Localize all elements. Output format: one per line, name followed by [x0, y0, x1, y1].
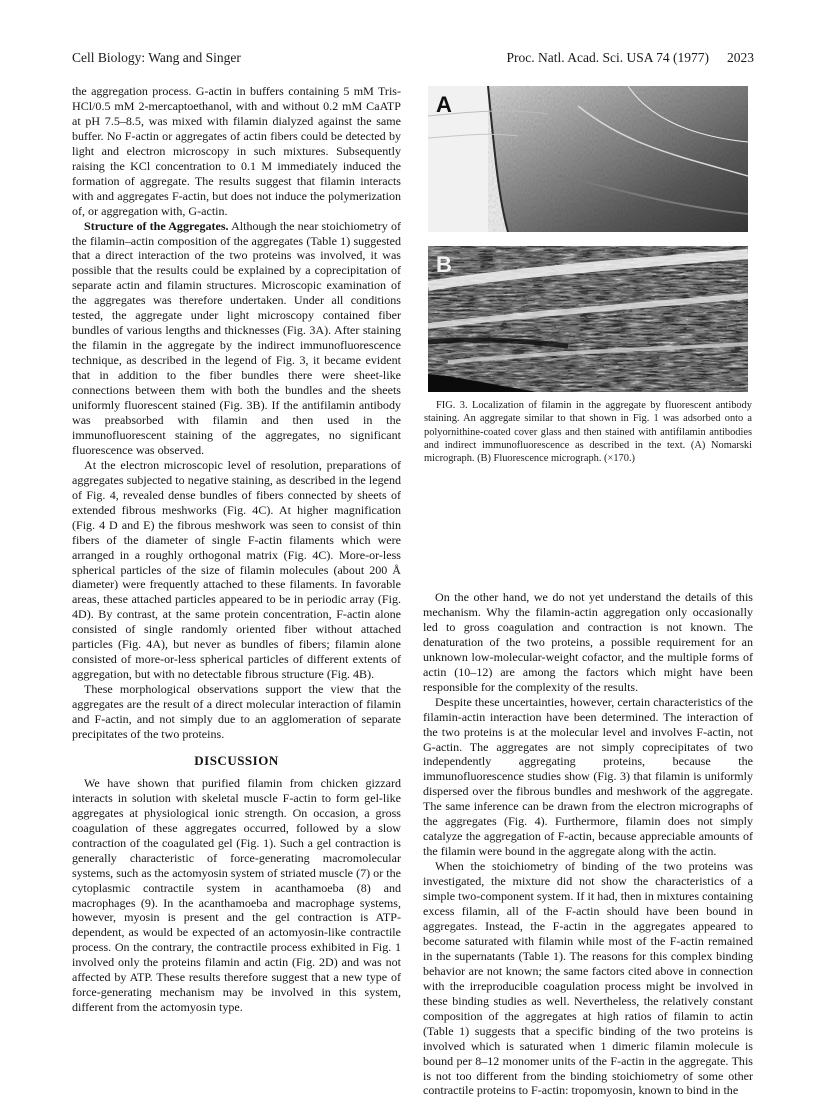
caption-text: FIG. 3. Localization of filamin in the aggregate by fluorescent antibody staining. An aggregate similar to that shown in Fig. 1 was adsorbed onto a polyornithine-coated cover glass and then stained with antifilamin antibodies and indirect immunofluorescence as described in the text. (A) Nomarski micrograph. (B) Fluorescence micrograph. (×170.) [424, 400, 752, 465]
panel-label: A [436, 92, 452, 117]
figure-caption [424, 399, 752, 465]
section-heading: DISCUSSION [194, 752, 279, 768]
paragraph: the aggregation process. G-actin in buffers containing 5 mM Tris-HCl/0.5 mM 2-mercaptoethanol, with and without 0.2 mM CaATP at pH 7.5–8.5, was mixed with filamin dialyzed against the same buffer. No F-actin or aggregates of actin fibers could be detected by light and electron microscopy in such mixtures. Subsequently raising the KCl concentration to 0.1 M immediately induced the formation of aggregate. The results suggest that filamin interacts with and aggregates F-actin, but does not induce the polymerization of, or aggregation with, G-actin. [72, 84, 401, 218]
paragraph: When the stoichiometry of binding of the two proteins was investigated, the mixture did not show the characteristics of a simple two-component system. If it had, then in mixtures containing excess filamin, all of the F-actin should have been bound in aggregates. Instead, the F-actin in the aggregates appeared to become saturated with filamin while most of the F-actin remained in the supernatants (Table 1). The reasons for this complex binding behavior are not known; the same factors cited above in connection with the irreproducible coagulation process might be involved in these binding studies as well. Nevertheless, the relatively constant composition of the aggregates at high ratios of filamin to actin (Table 1) suggests that a specific binding of the two proteins is involved which is saturated when 1 dimeric filamin molecule is bound per 8–12 monomer units of the F-actin in the aggregate. This is not too different from the binding stoichiometry of some other contractile proteins to F-actin: tropomyosin, known to bind in the [423, 859, 753, 1098]
run-in-heading: Structure of the Aggregates. [84, 218, 229, 233]
micrograph-panel-a [428, 86, 748, 232]
paragraph: Despite these uncertainties, however, certain characteristics of the filamin-actin interaction have been determined. The interaction of the two proteins is at the molecular level and involves F-actin, not G-actin. The aggregates are not simply coprecipitates of two independently aggregating proteins, because the immunofluorescence studies show (Fig. 3) that filamin is uniformly dispersed over the fibrous bundles and meshwork of the aggregate. The same inference can be drawn from the electron micrographs of the aggregates (Fig. 4). Furthermore, filamin does not simply catalyze the aggregation of F-actin, because appreciable amounts of the filamin were bound in the aggregate along with the actin. [423, 694, 753, 859]
page-number: 2023 [727, 50, 754, 65]
left-column [72, 84, 401, 1015]
paragraph [72, 219, 401, 458]
paragraph: We have shown that purified filamin from chicken gizzard interacts in solution with skeletal muscle F-actin to form gel-like aggregates at physiological ionic strength. On occasion, a gross coagulation of these aggregates occurred, followed by a slow contraction of the coagulated gel (Fig. 1). Such a gel contraction is generally characteristic of force-generating macromolecular systems, such as the actomyosin system of striated muscle (7) or the cytoplasmic contractile system in acanthamoeba (8) and macrophages (9). In the acanthamoeba and macrophage systems, however, myosin is present and the gel contraction is ATP-dependent, as would be expected of an actomyosin-like contractile process. On the contrary, the contractile process exhibited in Fig. 1 involved only the proteins filamin and actin (Fig. 2D) and was not affected by ATP. These results therefore suggest that a new type of force-generating mechanism may be involved in this system, different from the actomyosin type. [72, 775, 401, 1015]
journal-citation-group [507, 50, 754, 66]
figure-3 [428, 86, 748, 392]
nomarski-micrograph-image [428, 86, 748, 232]
paragraph: These morphological observations support the view that the aggregates are the result of a direct molecular interaction of filamin and F-actin, and not simply due to an agglomeration of separate precipitates of the two proteins. [72, 682, 401, 741]
fluorescence-micrograph-image [428, 246, 748, 392]
right-column [423, 590, 753, 1098]
journal-citation: Proc. Natl. Acad. Sci. USA 74 (1977) [506, 50, 709, 65]
running-header [72, 50, 754, 70]
paragraph: At the electron microscopic level of resolution, preparations of aggregates subjected to negative staining, as described in the legend of Fig. 4, revealed dense bundles of fibers connected by sheets of extended fibrous meshworks (Fig. 4C). At higher magnification (Fig. 4 D and E) the fibrous meshwork was seen to consist of thin fibers of the diameter of single F-actin filaments which were arranged in a roughly orthogonal matrix (Fig. 4C). More-or-less spherical particles of the size of filamin molecules (about 200 Å diameter) were frequently attached to these filaments. In favorable areas, these attached particles appeared to be in periodic array (Fig. 4D). By contrast, at the same protein concentration, F-actin alone consisted of single randomly oriented fiber without attached particles (Fig. 4A), but never as bundles of fibers; filamin alone consisted of more-or-less spherical particles of different extents of aggregation, but with no detectable fibrous structure (Fig. 4B). [72, 457, 401, 682]
paragraph: On the other hand, we do not yet understand the details of this mechanism. Why the filamin-actin aggregation only occasionally led to gross coagulation and contraction is not known. The denaturation of the two proteins, a possible requirement for an unknown low-molecular-weight cofactor, and the multiple forms of actin (10–12) are among the factors which might have been responsible for the complexity of the results. [423, 590, 753, 694]
paragraph-body: Although the near stoichiometry of the filamin–actin composition of the aggregates (Table 1) suggested that a direct interaction of the two proteins was involved, it was possible that the results could be explained by a coprecipitation of separate actin and filamin structures. Microscopic examination of the aggregates was therefore undertaken. Under all conditions tested, the aggregate under light microscopy contained fiber bundles of various lengths and thicknesses (Fig. 3A). After staining the filamin in the aggregate by the indirect immunofluorescence technique, as described in the legend of Fig. 3, it became evident that in addition to the fiber bundles there were sheet-like connections between them with both the bundles and the sheets uniformly fluorescent stained (Fig. 3B). If the antifilamin antibody was preabsorbed with filamin and then used in the immunofluorescent staining of the aggregates, no significant fluorescence was observed. [72, 218, 401, 457]
micrograph-panel-b [428, 246, 748, 392]
panel-label: B [436, 252, 452, 277]
running-title: Cell Biology: Wang and Singer [72, 50, 241, 65]
